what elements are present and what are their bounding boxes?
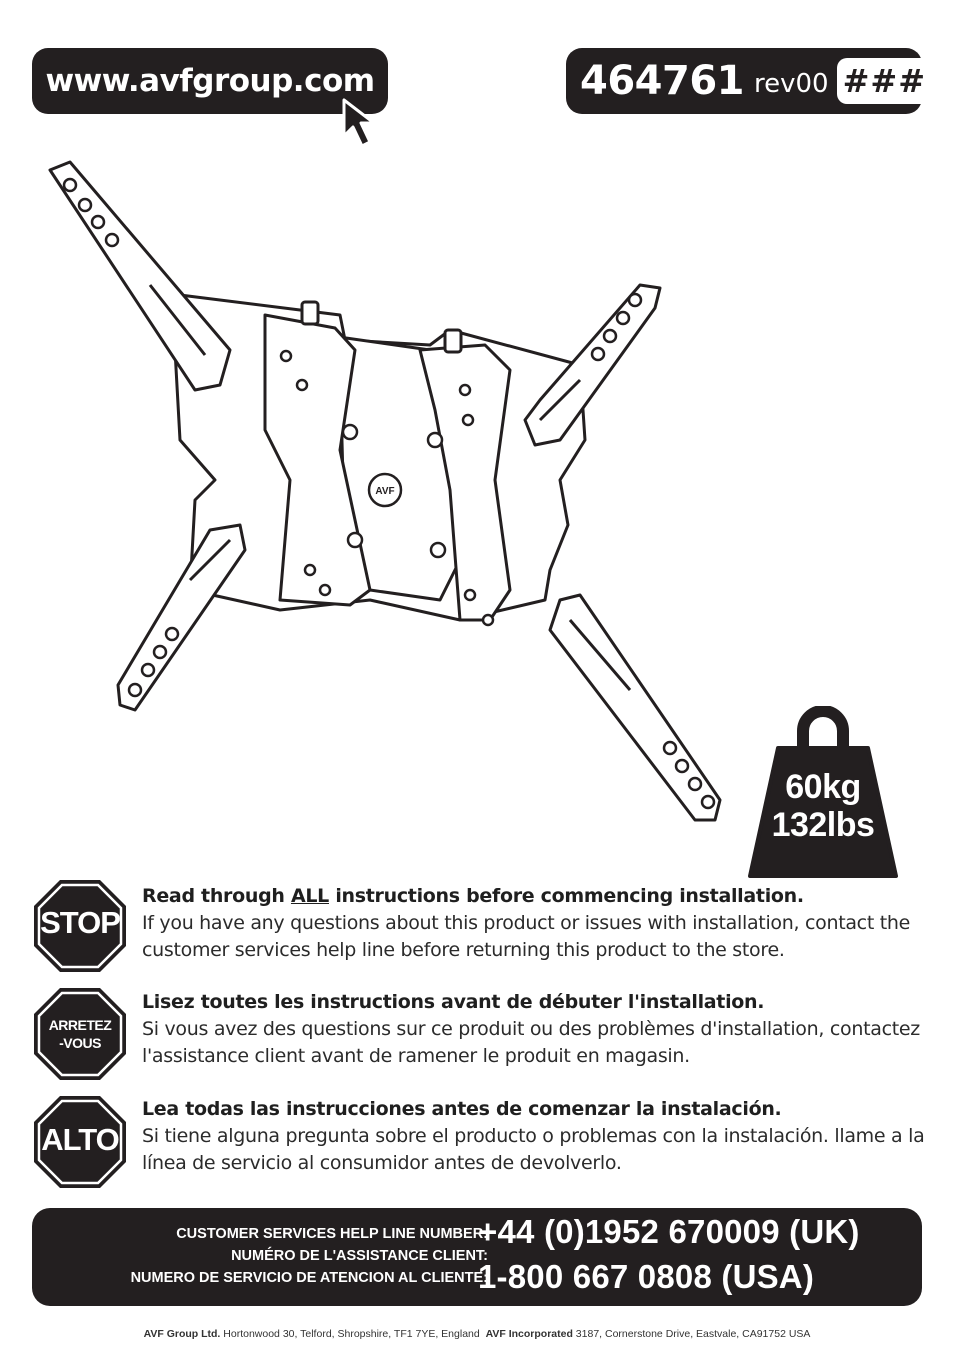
address-us: 3187, Cornerstone Drive, Eastvale, CA91752 USA bbox=[575, 1328, 811, 1340]
mouse-cursor-icon bbox=[338, 96, 392, 150]
notice-english-heading bbox=[142, 883, 932, 910]
notice-spanish-body: Si tiene alguna pregunta sobre el producto o problemas con la instalación. llame a la línea de servicio al consumidor antes de devolverlo. bbox=[142, 1125, 925, 1174]
help-label-english: CUSTOMER SERVICES HELP LINE NUMBER: bbox=[176, 1226, 488, 1242]
website-url[interactable]: www.avfgroup.com bbox=[45, 63, 375, 99]
hash-placeholder: ### bbox=[837, 58, 932, 104]
weight-capacity-kg: 60kg bbox=[785, 768, 861, 806]
product-code: 464761 bbox=[580, 58, 744, 104]
product-code-banner bbox=[566, 48, 927, 114]
phone-number-usa[interactable]: 1-800 667 0808 (USA) bbox=[478, 1258, 815, 1295]
company-us: AVF Incorporated bbox=[485, 1328, 573, 1340]
notice-heading-emphasis: ALL bbox=[290, 885, 329, 907]
phone-number-uk[interactable]: +44 (0)1952 670009 (UK) bbox=[478, 1213, 860, 1250]
help-label-spanish: NUMERO DE SERVICIO DE ATENCION AL CLIENTE: bbox=[130, 1270, 488, 1286]
notice-spanish bbox=[142, 1096, 932, 1177]
company-uk: AVF Group Ltd. bbox=[143, 1328, 221, 1340]
arretez-sign-line2: -VOUS bbox=[59, 1035, 101, 1051]
revision-label: rev00 bbox=[754, 69, 829, 99]
notice-french-heading: Lisez toutes les instructions avant de débuter l'installation. bbox=[142, 991, 765, 1013]
website-url-banner[interactable] bbox=[32, 48, 388, 114]
footer-addresses bbox=[0, 1328, 954, 1340]
notice-spanish-heading: Lea todas las instrucciones antes de comenzar la instalación. bbox=[142, 1098, 782, 1120]
help-line-bar bbox=[32, 1208, 922, 1306]
product-logo: AVF bbox=[375, 486, 395, 497]
tv-bracket-illustration bbox=[40, 150, 740, 850]
notice-english bbox=[142, 883, 932, 964]
notice-heading-pre: Read through bbox=[142, 885, 291, 907]
notice-english-body: If you have any questions about this product or issues with installation, contact the customer services help line before returning this product to the store. bbox=[142, 912, 911, 961]
stop-sign-label: STOP bbox=[40, 905, 120, 940]
notice-heading-post: instructions before commencing installation. bbox=[329, 885, 804, 907]
arretez-sign-line1: ARRETEZ bbox=[48, 1017, 112, 1033]
weight-capacity-lbs: 132lbs bbox=[771, 806, 875, 844]
notice-french bbox=[142, 989, 932, 1070]
alto-sign-label: ALTO bbox=[41, 1122, 119, 1157]
arretez-sign-label bbox=[32, 1016, 128, 1052]
address-uk: Hortonwood 30, Telford, Shropshire, TF1 7YE, England bbox=[223, 1328, 480, 1340]
notice-french-body: Si vous avez des questions sur ce produit ou des problèmes d'installation, contactez l'assistance client avant de ramener le produit en magasin. bbox=[142, 1018, 920, 1067]
help-label-french: NUMÉRO DE L'ASSISTANCE CLIENT: bbox=[231, 1248, 488, 1264]
